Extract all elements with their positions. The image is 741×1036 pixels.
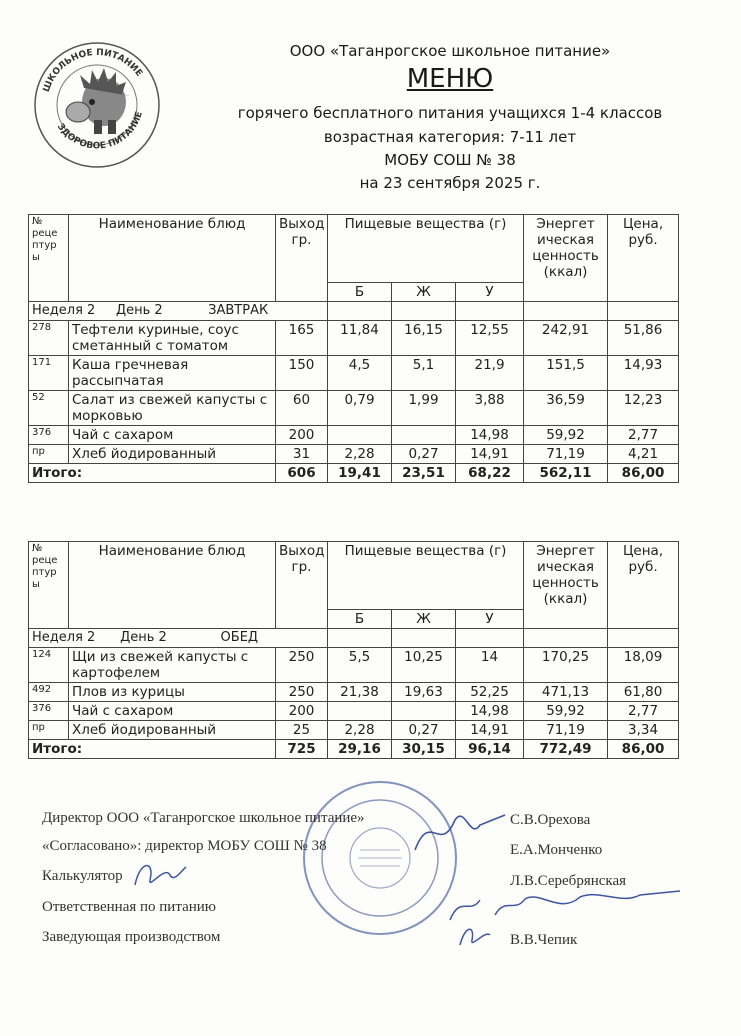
dish-yield: 200 [276,702,328,721]
dish-price: 61,80 [608,683,679,702]
dish-kcal: 71,19 [524,445,608,464]
dish-name: Хлеб йодированный [69,445,276,464]
recipe-num: 124 [29,648,69,683]
table-row [29,683,679,702]
total-carbs: 96,14 [456,740,524,759]
dish-price: 2,77 [608,426,679,445]
dish-price: 2,77 [608,702,679,721]
dish-fat: 16,15 [392,321,456,356]
dish-price: 3,34 [608,721,679,740]
total-row [29,740,679,759]
total-kcal: 772,49 [524,740,608,759]
dish-price: 51,86 [608,321,679,356]
calculator-signature [130,855,190,895]
dish-fat [392,426,456,445]
col-header-price: Цена, руб. [608,542,679,629]
hedgehog-icon [66,68,130,134]
school-name: МОБУ СОШ № 38 [384,151,516,169]
recipe-num: 278 [29,321,69,356]
table-row [29,426,679,445]
dish-protein: 11,84 [328,321,392,356]
week-label: Неделя 2 [32,303,96,318]
recipe-num: пр [29,445,69,464]
col-header-energy: Энергет ическая ценность (ккал) [524,542,608,629]
col-header-energy: Энергет ическая ценность (ккал) [524,215,608,302]
table-row [29,321,679,356]
col-header-u: У [456,610,524,629]
dish-fat: 5,1 [392,356,456,391]
menu-date: на 23 сентября 2025 г. [359,174,541,192]
dish-protein: 2,28 [328,445,392,464]
col-header-nutrients: Пищевые вещества (г) [328,215,524,283]
total-label: Итого: [29,464,276,483]
dish-yield: 25 [276,721,328,740]
dish-yield: 31 [276,445,328,464]
dish-name: Чай с сахаром [69,702,276,721]
dish-carbs: 14,91 [456,721,524,740]
col-header-zh: Ж [392,283,456,302]
dish-carbs: 21,9 [456,356,524,391]
section-label [29,302,328,321]
table-row [29,356,679,391]
dish-fat [392,702,456,721]
col-header-b: Б [328,610,392,629]
dish-yield: 200 [276,426,328,445]
dish-protein [328,702,392,721]
col-header-zh: Ж [392,610,456,629]
director-label: Директор ООО «Таганрогское школьное питание» [42,810,365,826]
meal-label: ЗАВТРАК [208,303,269,318]
dish-protein: 4,5 [328,356,392,391]
col-header-num: № реце птур ы [29,542,69,629]
col-header-name: Наименование блюд [69,542,276,629]
dish-price: 4,21 [608,445,679,464]
table-row [29,721,679,740]
total-protein: 19,41 [328,464,392,483]
dish-price: 14,93 [608,356,679,391]
dish-carbs: 14,98 [456,702,524,721]
col-header-nutrients: Пищевые вещества (г) [328,542,524,610]
production-name: В.В.Чепик [510,932,578,948]
dish-fat: 19,63 [392,683,456,702]
dish-carbs: 52,25 [456,683,524,702]
dish-name: Щи из свежей капусты с картофелем [69,648,276,683]
agreed-name: Е.А.Монченко [510,842,603,858]
dish-kcal: 242,91 [524,321,608,356]
dish-kcal: 170,25 [524,648,608,683]
dish-yield: 250 [276,648,328,683]
dish-price: 18,09 [608,648,679,683]
dish-kcal: 59,92 [524,426,608,445]
total-fat: 30,15 [392,740,456,759]
dish-name: Чай с сахаром [69,426,276,445]
total-label: Итого: [29,740,276,759]
lunch-table [28,541,679,759]
logo-top-text: ШКОЛЬНОЕ ПИТАНИЕ [41,47,144,94]
director-name: С.В.Орехова [510,812,591,828]
dish-protein: 21,38 [328,683,392,702]
dish-kcal: 36,59 [524,391,608,426]
dish-kcal: 151,5 [524,356,608,391]
col-header-u: У [456,283,524,302]
school-nutrition-logo [32,40,162,170]
week-label: Неделя 2 [32,630,96,645]
section-label [29,629,328,648]
total-price: 86,00 [608,464,679,483]
total-price: 86,00 [608,740,679,759]
page-title: МЕНЮ [406,64,494,94]
dish-carbs: 14,98 [456,426,524,445]
day-label: День 2 [115,303,163,318]
table-row [29,445,679,464]
recipe-num: 376 [29,702,69,721]
dish-kcal: 71,19 [524,721,608,740]
dish-name: Салат из свежей капусты с морковью [69,391,276,426]
col-header-yield: Выход гр. [276,542,328,629]
dish-fat: 0,27 [392,445,456,464]
production-label: Заведующая производством [42,929,221,945]
total-yield: 725 [276,740,328,759]
dish-protein: 5,5 [328,648,392,683]
col-header-name: Наименование блюд [69,215,276,302]
logo-bottom-text: ЗДОРОВОЕ ПИТАНИЕ [54,110,145,152]
dish-fat: 1,99 [392,391,456,426]
meal-label: ОБЕД [220,630,259,645]
recipe-num: 52 [29,391,69,426]
recipe-num: 376 [29,426,69,445]
dish-carbs: 14,91 [456,445,524,464]
dish-name: Плов из курицы [69,683,276,702]
total-carbs: 68,22 [456,464,524,483]
total-kcal: 562,11 [524,464,608,483]
col-header-num: № реце птур ы [29,215,69,302]
dish-protein: 0,79 [328,391,392,426]
age-category: возрастная категория: 7-11 лет [323,128,577,146]
dish-protein [328,426,392,445]
table-row [29,391,679,426]
menu-subtitle: горячего бесплатного питания учащихся 1-4 классов [237,104,663,122]
recipe-num: 492 [29,683,69,702]
dish-name: Хлеб йодированный [69,721,276,740]
col-header-b: Б [328,283,392,302]
dish-carbs: 14 [456,648,524,683]
dish-name: Тефтели куриные, соус сметанный с томатом [69,321,276,356]
calculator-label: Калькулятор [42,868,123,884]
dish-yield: 60 [276,391,328,426]
dish-fat: 0,27 [392,721,456,740]
recipe-num: 171 [29,356,69,391]
table-row [29,702,679,721]
dish-yield: 165 [276,321,328,356]
col-header-yield: Выход гр. [276,215,328,302]
director-signature [410,800,510,860]
breakfast-table [28,214,679,483]
dish-protein: 2,28 [328,721,392,740]
dish-fat: 10,25 [392,648,456,683]
dish-kcal: 59,92 [524,702,608,721]
total-yield: 606 [276,464,328,483]
dish-yield: 250 [276,683,328,702]
dish-price: 12,23 [608,391,679,426]
col-header-price: Цена, руб. [608,215,679,302]
day-label: День 2 [120,630,167,645]
dish-carbs: 3,88 [456,391,524,426]
recipe-num: пр [29,721,69,740]
organization-name: ООО «Таганрогское школьное питание» [289,42,611,60]
dish-carbs: 12,55 [456,321,524,356]
dish-kcal: 471,13 [524,683,608,702]
responsible-label: Ответственная по питанию [42,899,216,915]
calculator-name: Л.В.Серебрянская [510,873,627,889]
total-protein: 29,16 [328,740,392,759]
table-row [29,648,679,683]
agreed-label: «Согласовано»: директор МОБУ СОШ № 38 [42,838,327,854]
dish-yield: 150 [276,356,328,391]
total-row [29,464,679,483]
dish-name: Каша гречневая рассыпчатая [69,356,276,391]
total-fat: 23,51 [392,464,456,483]
